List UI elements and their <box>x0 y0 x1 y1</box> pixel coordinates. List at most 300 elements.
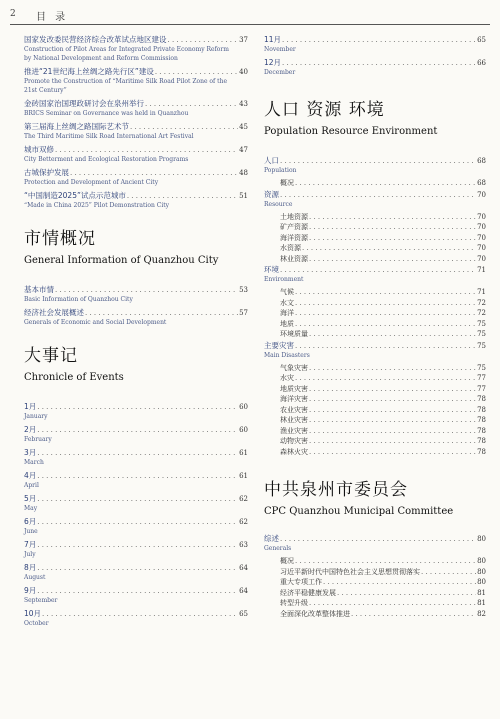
toc-group-months-cont <box>264 34 486 77</box>
toc-entry-title: 环境质量 <box>280 330 308 338</box>
toc-entry[interactable] <box>24 516 248 536</box>
toc-page-number: 70 <box>477 212 486 221</box>
toc-entry-english: July <box>24 551 36 558</box>
toc-group-events <box>24 401 248 628</box>
toc-entry-title: 城市双修 <box>24 145 54 154</box>
toc-subentry[interactable] <box>280 405 486 416</box>
toc-entry-line <box>280 254 486 265</box>
section-title-en: CPC Quanzhou Municipal Committee <box>264 506 454 517</box>
toc-page-number: 43 <box>239 100 248 108</box>
toc-entry-title: 林业资源 <box>280 254 308 263</box>
toc-entry-english: Protection and Development of Ancient City <box>24 179 159 186</box>
toc-entry-title: 森林火灾 <box>280 447 308 456</box>
toc-entry-title: 水资源 <box>280 244 301 252</box>
toc-entry-title: 环境 <box>264 265 279 274</box>
toc-page-number: 62 <box>239 495 248 503</box>
toc-entry-english: November <box>264 46 296 53</box>
toc-page-number: 64 <box>239 587 248 595</box>
toc-entry[interactable] <box>24 539 248 559</box>
toc-page-number: 70 <box>477 254 486 263</box>
toc-leader-dots <box>37 540 238 551</box>
page-header <box>10 4 490 26</box>
toc-entry-line <box>24 585 248 596</box>
toc-entry-line <box>280 308 486 319</box>
toc-leader-dots <box>302 243 476 254</box>
toc-subentry[interactable] <box>280 254 486 265</box>
toc-entry-title: 国家发改委民营经济综合改革试点地区建设 <box>24 35 167 44</box>
toc-group-population <box>264 155 486 457</box>
toc-entry-line <box>24 98 248 109</box>
section-title-en: General Information of Quanzhou City <box>24 255 219 266</box>
toc-page-number: 61 <box>239 449 248 457</box>
toc-page-number: 80 <box>477 567 486 576</box>
toc-entry-title: 海洋资源 <box>280 233 308 242</box>
section-title-zh: 人口 资源 环境 <box>264 100 385 120</box>
toc-entry-line <box>280 447 486 458</box>
section-title-en: Population Resource Environment <box>264 126 438 137</box>
toc-entry-title: 推进“21世纪海上丝绸之路先行区”建设 <box>24 67 154 76</box>
toc-entry-line <box>280 405 486 416</box>
toc-leader-dots <box>37 517 238 528</box>
toc-entry-line <box>280 577 486 588</box>
toc-leader-dots <box>280 190 476 201</box>
section-title-zh: 大事记 <box>24 346 78 366</box>
toc-entry-title: 经济社会发展概述 <box>24 308 84 317</box>
toc-entry-line <box>264 264 486 275</box>
toc-leader-dots <box>280 534 476 545</box>
toc-entry[interactable] <box>24 401 248 421</box>
toc-subentry[interactable] <box>280 319 486 330</box>
toc-entry-line <box>280 287 486 298</box>
toc-entry-english: Promote the Construction of “Maritime Silk Road Pilot Zone of the 21st Century” <box>24 78 228 94</box>
toc-entry[interactable] <box>24 98 248 118</box>
toc-entry[interactable] <box>24 66 248 95</box>
toc-leader-dots <box>37 448 238 459</box>
toc-entry-line <box>24 34 248 45</box>
toc-entry-line <box>264 533 486 544</box>
toc-entry-title: 概况 <box>280 557 294 565</box>
toc-entry-english: Main Disasters <box>264 351 310 359</box>
toc-entry-title: 概况 <box>280 179 294 187</box>
toc-entry-title: 8月 <box>24 563 37 572</box>
toc-entry-line <box>24 516 248 527</box>
toc-subentry[interactable] <box>280 308 486 319</box>
toc-entry-line <box>24 608 248 619</box>
toc-page-number: 77 <box>477 374 486 382</box>
toc-entry-line <box>264 340 486 351</box>
toc-entry-title: 4月 <box>24 471 37 480</box>
toc-page-number: 72 <box>477 309 486 317</box>
toc-page-number: 47 <box>239 146 248 154</box>
toc-entry[interactable] <box>24 470 248 490</box>
toc-leader-dots <box>309 212 476 223</box>
toc-entry-line <box>24 562 248 573</box>
toc-leader-dots <box>323 577 476 588</box>
toc-entry-english: May <box>24 505 38 512</box>
toc-subentry[interactable] <box>280 373 486 384</box>
section-title-en: Chronicle of Events <box>24 372 124 383</box>
toc-entry-english: Generals of Economic and Social Development <box>24 319 167 326</box>
toc-page-number: 75 <box>477 363 486 372</box>
section-title-zh: 市情概况 <box>24 229 96 249</box>
toc-entry-line <box>280 373 486 384</box>
toc-entry-title: 综述 <box>264 534 279 543</box>
toc-entry-english: Generals <box>264 545 292 552</box>
toc-entry-title: 3月 <box>24 448 37 457</box>
toc-entry-line <box>264 57 486 68</box>
toc-entry-title: 主要灾害 <box>264 340 294 350</box>
toc-entry-line <box>280 212 486 223</box>
toc-entry-line <box>280 329 486 340</box>
toc-leader-dots <box>37 586 238 597</box>
toc-subentry[interactable] <box>280 243 486 254</box>
toc-leader-dots <box>421 567 476 578</box>
toc-entry-line <box>280 363 486 374</box>
toc-entry[interactable] <box>24 167 248 187</box>
toc-entry-title: 林业灾害 <box>280 416 308 424</box>
toc-entry-title: 基本市情 <box>24 285 54 294</box>
toc-page-number: 72 <box>477 298 486 307</box>
toc-subentry[interactable] <box>280 567 486 578</box>
toc-page-number: 78 <box>477 405 486 414</box>
toc-entry[interactable] <box>264 340 486 360</box>
toc-entry-english: April <box>24 482 39 489</box>
toc-entry-title: 海洋灾害 <box>280 395 308 403</box>
toc-entry[interactable] <box>24 493 248 513</box>
toc-entry-title: 全面深化改革整体推进 <box>280 609 350 618</box>
toc-leader-dots <box>295 298 476 309</box>
toc-entry-line <box>264 155 486 166</box>
toc-leader-dots <box>42 609 238 620</box>
toc-entry-english: June <box>24 528 38 535</box>
toc-entry[interactable] <box>24 34 248 63</box>
toc-entry-title: 渔业灾害 <box>280 426 308 435</box>
page-number: 2 <box>10 9 16 19</box>
toc-entry[interactable] <box>24 284 248 304</box>
toc-entry-title: 气候 <box>280 288 294 296</box>
toc-page-number: 51 <box>239 192 248 200</box>
toc-leader-dots <box>309 415 476 426</box>
toc-leader-dots <box>295 341 476 352</box>
toc-leader-dots <box>295 556 476 567</box>
section-general-information <box>24 228 248 268</box>
toc-subentry[interactable] <box>280 363 486 374</box>
toc-leader-dots <box>309 426 476 437</box>
toc-leader-dots <box>295 319 476 330</box>
toc-entry-english: Construction of Pilot Areas for Integrated Private Economy Reform by National Development and Reform Commission <box>24 46 229 62</box>
toc-page-number: 78 <box>477 447 486 456</box>
toc-page-number: 78 <box>477 437 486 445</box>
toc-entry-english: “Made in China 2025” Pilot Demonstration City <box>24 202 170 209</box>
toc-entry-line <box>24 284 248 295</box>
toc-page-number: 80 <box>477 557 486 565</box>
toc-entry-line <box>280 436 486 447</box>
toc-leader-dots <box>295 373 476 384</box>
toc-leader-dots <box>37 563 238 574</box>
toc-leader-dots <box>295 287 476 298</box>
toc-entry[interactable] <box>24 585 248 605</box>
section-title-zh: 中共泉州市委员会 <box>264 480 408 500</box>
toc-entry-title: 土地资源 <box>280 212 308 221</box>
toc-page-number: 57 <box>239 309 248 317</box>
toc-entry-line <box>24 190 248 201</box>
toc-page-number: 75 <box>477 341 486 350</box>
toc-page-number: 81 <box>477 588 486 597</box>
toc-entry-title: 习近平新时代中国特色社会主义思想贯彻落实 <box>280 567 420 576</box>
toc-entry[interactable] <box>24 144 248 164</box>
toc-leader-dots <box>309 447 476 458</box>
toc-entry-title: 12月 <box>264 58 282 67</box>
toc-entry-title: 金砖国家治国理政研讨会在泉州举行 <box>24 99 144 108</box>
toc-entry-title: 第三届海上丝绸之路国际艺术节 <box>24 122 129 131</box>
toc-entry[interactable] <box>264 533 486 553</box>
toc-entry-title: 矿产资源 <box>280 223 308 231</box>
toc-entry-english: March <box>24 459 44 466</box>
toc-entry-english: Environment <box>264 276 304 283</box>
toc-entry[interactable] <box>24 562 248 582</box>
toc-subentry[interactable] <box>280 178 486 189</box>
toc-entry-line <box>264 189 486 200</box>
toc-entry-line <box>280 319 486 330</box>
toc-entry[interactable] <box>264 189 486 209</box>
section-population-resource-environment <box>264 99 486 139</box>
toc-entry-line <box>24 307 248 318</box>
toc-leader-dots <box>309 598 476 609</box>
toc-entry-line <box>24 144 248 155</box>
toc-entry-english: The Third Maritime Silk Road International Art Festival <box>24 133 194 140</box>
toc-entry-line <box>24 447 248 458</box>
toc-page-number: 60 <box>239 426 248 434</box>
toc-subentry[interactable] <box>280 329 486 340</box>
toc-entry-english: October <box>24 620 49 627</box>
toc-entry[interactable] <box>24 608 248 628</box>
toc-entry-title: 11月 <box>264 35 282 44</box>
toc-entry-title: 6月 <box>24 517 37 526</box>
toc-group-general <box>24 284 248 327</box>
toc-leader-dots <box>351 609 476 620</box>
right-column <box>264 34 486 619</box>
toc-page-number: 70 <box>477 190 486 199</box>
toc-entry-line <box>280 222 486 233</box>
toc-leader-dots <box>37 471 238 482</box>
toc-page-number: 78 <box>477 426 486 435</box>
toc-entry-english: Basic Information of Quanzhou City <box>24 296 133 303</box>
toc-entry-title: 7月 <box>24 540 37 549</box>
toc-leader-dots <box>282 35 476 46</box>
toc-entry-english: Population <box>264 167 297 174</box>
toc-entry-title: 10月 <box>24 609 42 618</box>
toc-entry-line <box>280 556 486 567</box>
toc-entry-title: 1月 <box>24 402 37 411</box>
toc-page-number: 81 <box>477 599 486 607</box>
toc-entry-line <box>24 493 248 504</box>
toc-subentry[interactable] <box>280 447 486 458</box>
toc-subentry[interactable] <box>280 588 486 599</box>
toc-entry-title: 2月 <box>24 425 37 434</box>
toc-page-number: 53 <box>239 286 248 294</box>
toc-page-number: 48 <box>239 169 248 177</box>
toc-page-number: 75 <box>477 319 486 328</box>
toc-page-number: 68 <box>477 179 486 187</box>
toc-entry-title: 水灾 <box>280 374 294 382</box>
toc-entry-line <box>280 567 486 578</box>
toc-entry-title: 重大专项工作 <box>280 578 322 586</box>
toc-entry-line <box>280 298 486 309</box>
toc-leader-dots <box>309 405 476 416</box>
toc-subentry[interactable] <box>280 556 486 567</box>
toc-subentry[interactable] <box>280 577 486 588</box>
toc-entry-line <box>24 401 248 412</box>
toc-page-number: 62 <box>239 518 248 526</box>
toc-leader-dots <box>280 156 476 167</box>
toc-entry-title: 资源 <box>264 189 279 199</box>
toc-subentry[interactable] <box>280 384 486 395</box>
toc-entry[interactable] <box>24 447 248 467</box>
toc-entry-line <box>24 121 248 132</box>
toc-entry-title: 地质灾害 <box>280 384 308 393</box>
toc-page-number: 61 <box>239 472 248 480</box>
toc-entry-title: 海洋 <box>280 309 294 317</box>
left-column <box>24 34 248 631</box>
toc-leader-dots <box>309 329 476 340</box>
toc-entry-title: 转型升级 <box>280 599 308 607</box>
toc-page-number: 80 <box>477 578 486 586</box>
toc-entry-title: 古城保护发展 <box>24 168 69 177</box>
toc-entry[interactable] <box>264 34 486 54</box>
toc-page-number: 45 <box>239 123 248 131</box>
toc-entry-title: 经济平稳健康发展 <box>280 588 336 597</box>
toc-leader-dots <box>309 394 476 405</box>
toc-page-number: 66 <box>477 59 486 67</box>
toc-entry-line <box>24 539 248 550</box>
toc-page-number: 77 <box>477 384 486 393</box>
toc-page-number: 70 <box>477 223 486 231</box>
toc-leader-dots <box>309 363 476 374</box>
toc-leader-dots <box>37 494 238 505</box>
toc-entry-line <box>280 598 486 609</box>
toc-entry-english: August <box>24 574 46 581</box>
toc-page-number: 71 <box>477 288 486 296</box>
toc-subentry[interactable] <box>280 394 486 405</box>
toc-subentry[interactable] <box>280 287 486 298</box>
toc-page-number: 75 <box>477 330 486 338</box>
toc-entry-line <box>280 426 486 437</box>
toc-subentry[interactable] <box>280 222 486 233</box>
toc-entry-title: 水文 <box>280 298 294 307</box>
toc-leader-dots <box>309 233 476 244</box>
toc-entry-line <box>280 609 486 620</box>
toc-subentry[interactable] <box>280 609 486 620</box>
toc-page-number: 65 <box>477 36 486 44</box>
toc-page-number: 70 <box>477 233 486 242</box>
toc-entry-english: December <box>264 69 296 76</box>
toc-entry-english: City Betterment and Ecological Restoration Programs <box>24 156 189 163</box>
header-rule <box>10 24 490 25</box>
toc-entry[interactable] <box>264 155 486 175</box>
toc-page-number: 40 <box>239 68 248 76</box>
toc-leader-dots <box>295 178 476 189</box>
section-chronicle-of-events <box>24 345 248 385</box>
toc-entry-line <box>24 424 248 435</box>
toc-leader-dots <box>337 588 476 599</box>
toc-leader-dots <box>37 402 238 413</box>
toc-page-number: 37 <box>239 36 248 44</box>
toc-group-prior <box>24 34 248 210</box>
toc-entry-english: Resource <box>264 200 293 208</box>
section-cpc-committee <box>264 479 486 519</box>
toc-entry-english: February <box>24 436 52 443</box>
toc-subentry[interactable] <box>280 598 486 609</box>
toc-entry[interactable] <box>24 121 248 141</box>
toc-subentry[interactable] <box>280 436 486 447</box>
toc-entry-line <box>280 233 486 244</box>
toc-leader-dots <box>309 222 476 233</box>
toc-entry-title: 气象灾害 <box>280 363 308 372</box>
toc-group-cpc <box>264 533 486 619</box>
toc-entry-english: September <box>24 597 58 604</box>
toc-entry-line <box>24 66 248 77</box>
toc-entry-line <box>280 588 486 599</box>
toc-page-number: 60 <box>239 403 248 411</box>
toc-leader-dots <box>282 58 476 69</box>
toc-leader-dots <box>309 384 476 395</box>
toc-page-number: 70 <box>477 244 486 252</box>
toc-entry[interactable] <box>264 57 486 77</box>
toc-page-number: 71 <box>477 266 486 274</box>
toc-entry-title: 动物灾害 <box>280 437 308 445</box>
toc-entry-line <box>280 394 486 405</box>
toc-leader-dots <box>309 436 476 447</box>
toc-entry-line <box>280 243 486 254</box>
toc-entry-line <box>280 415 486 426</box>
toc-page-number: 78 <box>477 395 486 403</box>
toc-entry[interactable] <box>264 264 486 284</box>
toc-entry-title: 农业灾害 <box>280 405 308 414</box>
toc-entry-title: 地质 <box>280 319 294 328</box>
toc-subentry[interactable] <box>280 298 486 309</box>
toc-page-number: 78 <box>477 416 486 424</box>
toc-entry-title: 5月 <box>24 494 37 503</box>
toc-entry-line <box>264 34 486 45</box>
toc-page-number: 82 <box>477 609 486 618</box>
toc-entry-english: January <box>24 413 48 420</box>
toc-subentry[interactable] <box>280 212 486 223</box>
toc-page-number: 64 <box>239 564 248 572</box>
toc-subentry[interactable] <box>280 233 486 244</box>
toc-entry-line <box>24 470 248 481</box>
toc-page-number: 63 <box>239 541 248 549</box>
toc-entry-title: 9月 <box>24 586 37 595</box>
toc-subentry[interactable] <box>280 426 486 437</box>
toc-subentry[interactable] <box>280 415 486 426</box>
toc-entry-title: “中国制造2025”试点示范城市 <box>24 191 126 200</box>
toc-entry-title: 人口 <box>264 156 279 165</box>
toc-leader-dots <box>295 308 476 319</box>
toc-page-number: 80 <box>477 535 486 543</box>
toc-entry-line <box>24 167 248 178</box>
toc-entry-line <box>280 178 486 189</box>
toc-page-number: 65 <box>239 610 248 618</box>
toc-entry-english: BRICS Seminar on Governance was held in Quanzhou <box>24 110 189 117</box>
toc-leader-dots <box>309 254 476 265</box>
toc-page-number: 68 <box>477 157 486 165</box>
toc-entry[interactable] <box>24 307 248 327</box>
toc-entry[interactable] <box>24 424 248 444</box>
toc-entry[interactable] <box>24 190 248 210</box>
toc-leader-dots <box>37 425 238 436</box>
toc-leader-dots <box>280 265 476 276</box>
toc-entry-line <box>280 384 486 395</box>
